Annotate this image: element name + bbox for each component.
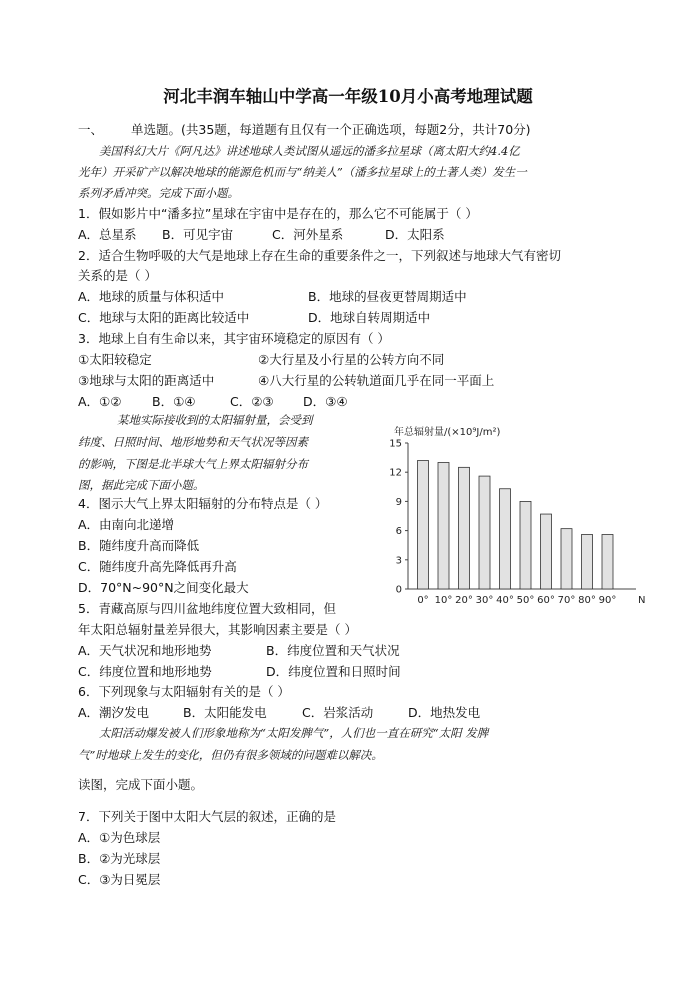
chart-bar <box>500 489 511 589</box>
x-tick-label: 20° <box>455 595 473 606</box>
y-tick-label: 12 <box>389 467 402 479</box>
x-tick-label: 90° <box>598 595 617 606</box>
option: C．随纬度升高先降低再升高 <box>78 559 237 574</box>
question-stem: 6．下列现象与太阳辐射有关的是（ ） <box>78 684 290 699</box>
question-stem: 2．适合生物呼吸的大气是地球上存在生命的重要条件之一，下列叙述与地球大气有密切 <box>78 248 561 263</box>
chart-bar <box>541 514 552 589</box>
intro-line: 的影响，下图是北半球大气上界太阳辐射分布 <box>78 457 308 471</box>
option: D．③④ <box>303 394 348 409</box>
question-stem: 1．假如影片中“潘多拉”星球在宇宙中是存在的，那么它不可能属于（ ） <box>78 206 478 221</box>
x-tick-label: 30° <box>475 595 494 606</box>
y-tick-label: 3 <box>395 555 402 567</box>
option: C．②③ <box>230 394 274 409</box>
question-stem: 年太阳总辐射量差异很大，其影响因素主要是（ ） <box>78 622 357 637</box>
intro-line: 图，据此完成下面小题。 <box>78 478 205 492</box>
option: B．纬度位置和天气状况 <box>266 643 400 658</box>
question-stem: 7．下列关于图中太阳大气层的叙述，正确的是 <box>78 809 336 824</box>
option: B．地球的昼夜更替周期适中 <box>308 289 467 304</box>
x-tick-label: 10° <box>434 595 453 606</box>
x-tick-label: 50° <box>516 595 535 606</box>
option: B．可见宇宙 <box>162 227 234 242</box>
option: D．太阳系 <box>385 227 445 242</box>
intro-line: 光年）开采矿产以解决地球的能源危机而与“纳美人”（潘多拉星球上的土著人类）发生一 <box>78 165 527 179</box>
x-tick-label: 40° <box>496 595 514 606</box>
intro-line: 某地实际接收到的太阳辐射量，会受到 <box>117 413 313 427</box>
option: D．纬度位置和日照时间 <box>266 664 401 679</box>
option: A．由南向北递增 <box>78 517 175 532</box>
chart-bar <box>582 534 593 589</box>
intro-line: 纬度、日照时间、地形地势和天气状况等因素 <box>78 435 308 449</box>
option: C．地球与太阳的距离比较适中 <box>78 310 250 325</box>
intro-line: 美国科幻大片《阿凡达》讲述地球人类试图从遥远的潘多拉星球（离太阳大约4.4亿 <box>99 144 520 158</box>
option: A．①为色球层 <box>78 830 161 845</box>
intro-line: 气”时地球上发生的变化，但仍有很多领域的问题难以解决。 <box>78 748 383 762</box>
statement-item: ②大行星及小行星的公转方向不同 <box>258 352 445 367</box>
option: B．①④ <box>152 394 196 409</box>
statement-item: ①太阳较稳定 <box>78 352 152 367</box>
option: C．河外星系 <box>272 227 344 242</box>
chart-bar <box>438 462 449 589</box>
question-stem: 4．图示大气上界太阳辐射的分布特点是（ ） <box>78 496 328 511</box>
chart-bar <box>602 534 613 589</box>
section-heading: 单选题。(共35题，每道题有且仅有一个正确选项，每题2分，共计70分) <box>131 122 531 137</box>
y-tick-label: 0 <box>395 584 402 596</box>
question-stem: 5．青藏高原与四川盆地纬度位置大致相同，但 <box>78 601 336 616</box>
option: D．地热发电 <box>408 705 481 720</box>
option: D．地球自转周期适中 <box>308 310 431 325</box>
option: A．潮汐发电 <box>78 705 150 720</box>
chart-bar <box>459 467 470 589</box>
page-title: 河北丰润车轴山中学高一年级10月小高考地理试题 <box>163 87 533 106</box>
option: B．②为光球层 <box>78 851 161 866</box>
intro-line: 太阳活动爆发被人们形象地称为“太阳发脾气”，人们也一直在研究“太阳 发脾 <box>99 726 489 740</box>
y-tick-label: 15 <box>389 438 402 450</box>
chart-bar <box>520 501 531 589</box>
option: D．70°N~90°N之间变化最大 <box>78 580 249 595</box>
option: C．③为日冕层 <box>78 872 161 887</box>
chart-bar <box>561 529 572 589</box>
option: A．天气状况和地形地势 <box>78 643 212 658</box>
option: C．岩浆活动 <box>302 705 374 720</box>
x-axis-label: N <box>638 595 646 606</box>
intro-line: 系列矛盾冲突。完成下面小题。 <box>78 186 239 200</box>
y-tick-label: 6 <box>395 526 402 538</box>
x-tick-label: 70° <box>557 595 576 606</box>
chart-title: 年总辐射量/(×10⁹J/m²) <box>394 427 501 438</box>
x-tick-label: 60° <box>537 595 555 606</box>
y-tick-label: 9 <box>395 496 402 508</box>
option: C．纬度位置和地形地势 <box>78 664 212 679</box>
chart-bar <box>479 476 490 589</box>
x-tick-label: 80° <box>578 595 596 606</box>
option: A．①② <box>78 394 122 409</box>
option: A．总星系 <box>78 227 137 242</box>
chart-bar <box>418 461 429 589</box>
question-stem: 3．地球上自有生命以来，其宇宙环境稳定的原因有（ ） <box>78 331 390 346</box>
x-tick-label: 0° <box>417 595 429 606</box>
option: B．太阳能发电 <box>183 705 267 720</box>
read-prompt: 读图，完成下面小题。 <box>78 777 204 792</box>
statement-item: ④八大行星的公转轨道面几乎在同一平面上 <box>258 373 495 388</box>
section-number: 一、 <box>78 122 104 137</box>
solar-radiation-chart <box>372 418 652 610</box>
question-stem: 关系的是（ ） <box>78 268 157 283</box>
option: A．地球的质量与体积适中 <box>78 289 225 304</box>
statement-item: ③地球与太阳的距离适中 <box>78 373 215 388</box>
option: B．随纬度升高而降低 <box>78 538 200 553</box>
